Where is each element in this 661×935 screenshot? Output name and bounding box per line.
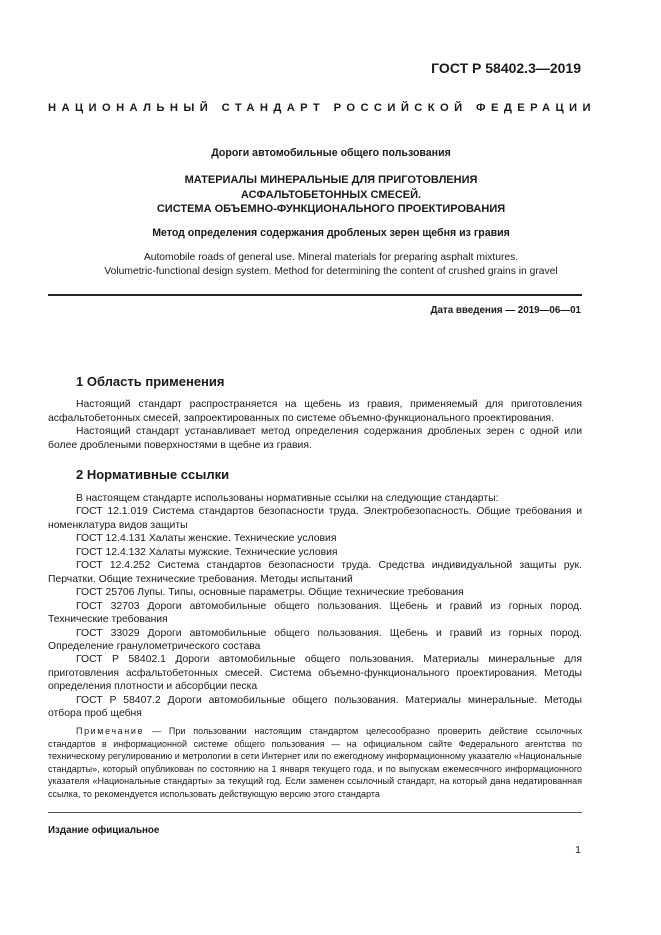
section-1-heading: 1 Область применения [76,374,225,389]
reference-item: ГОСТ 12.4.252 Система стандартов безопасности труда. Средства индивидуальной защиты рук. Перчатки. Общие технические требования. Методы испытаний [48,560,582,585]
reference-item: ГОСТ Р 58402.1 Дороги автомобильные общего пользования. Материалы минеральные для приготовления асфальтобетонных смесей. Система объемно-функционального проектирования. Методы определения плотности и абсорбции песка [48,654,582,693]
main-title [48,173,614,217]
header-divider [48,294,582,296]
note-label: Примечание [76,726,145,736]
method-title: Метод определения содержания дробленых зерен щебня из гравия [152,227,510,239]
footer-divider [48,812,582,813]
main-title-line: СИСТЕМА ОБЪЕМНО-ФУНКЦИОНАЛЬНОГО ПРОЕКТИРОВАНИЯ [156,203,506,216]
page-number: 1 [575,844,581,856]
introduction-date: Дата введения — 2019—06—01 [430,305,581,316]
note-paragraph [48,725,582,801]
reference-item: ГОСТ 32703 Дороги автомобильные общего пользования. Щебень и гравий из горных пород. Технические требования [48,600,582,626]
normative-references [48,492,582,721]
references-intro: В настоящем стандарте использованы нормативные ссылки на следующие стандарты: [76,493,499,504]
national-standard-banner: НАЦИОНАЛЬНЫЙ СТАНДАРТ РОССИЙСКОЙ ФЕДЕРАЦИИ [48,102,596,114]
english-title-line: Automobile roads of general use. Mineral materials for preparing asphalt mixtures. [143,252,519,263]
title-group: Дороги автомобильные общего пользования [211,147,451,159]
main-title-line: АСФАЛЬТОБЕТОННЫХ СМЕСЕЙ. [240,188,422,201]
standard-id: ГОСТ Р 58402.3—2019 [431,60,581,76]
reference-item: ГОСТ 12.4.132 Халаты мужские. Технические условия [76,546,338,558]
note-text: — При пользовании настоящим стандартом целесообразно проверить действие ссылочных стандартов в информационной системе общего пользования — на официальном сайте Федерального агентства по техническому регулированию и метрологии в сети Интернет или по ежегодному информационному указателю «Национальные стандарты», который опубликован по состоянию на 1 января текущего года, и по выпускам ежемесячного информационного указателя «Национальные стандарты» за текущий год. Если заменен ссылочный стандарт, на который дана недатированная ссылка, то рекомендуется использовать действующую версию этого стандарта [48,726,582,799]
edition-label: Издание официальное [48,825,160,836]
section-2-heading: 2 Нормативные ссылки [76,467,230,482]
reference-item: ГОСТ Р 58407.2 Дороги автомобильные общего пользования. Материалы минеральные. Методы отбора проб щебня [48,694,582,720]
reference-item: ГОСТ 12.4.131 Халаты женские. Технические условия [76,533,337,545]
main-title-line: МАТЕРИАЛЫ МИНЕРАЛЬНЫЕ ДЛЯ ПРИГОТОВЛЕНИЯ [184,174,478,186]
reference-item: ГОСТ 33029 Дороги автомобильные общего пользования. Щебень и гравий из горных пород. Определение гранулометрического состава [48,627,582,652]
section-1-paragraph: Настоящий стандарт распространяется на щебень из гравия, применяемый для приготовления асфальтобетонных смесей, запроектированных по системе объемно-функционального проектирования. [48,399,582,424]
reference-item: ГОСТ 25706 Лупы. Типы, основные параметры. Общие технические требования [76,587,464,599]
english-title-line: Volumetric-functional design system. Method for determining the content of crushed grains in gravel [104,266,558,277]
section-1-paragraph: Настоящий стандарт устанавливает метод определения содержания дробленых зерен с одной или более дроблеными поверхностями в щебне из гравия. [48,426,582,451]
english-title [48,251,614,279]
reference-item: ГОСТ 12.1.019 Система стандартов безопасности труда. Электробезопасность. Общие требования и номенклатура видов защиты [48,506,582,531]
